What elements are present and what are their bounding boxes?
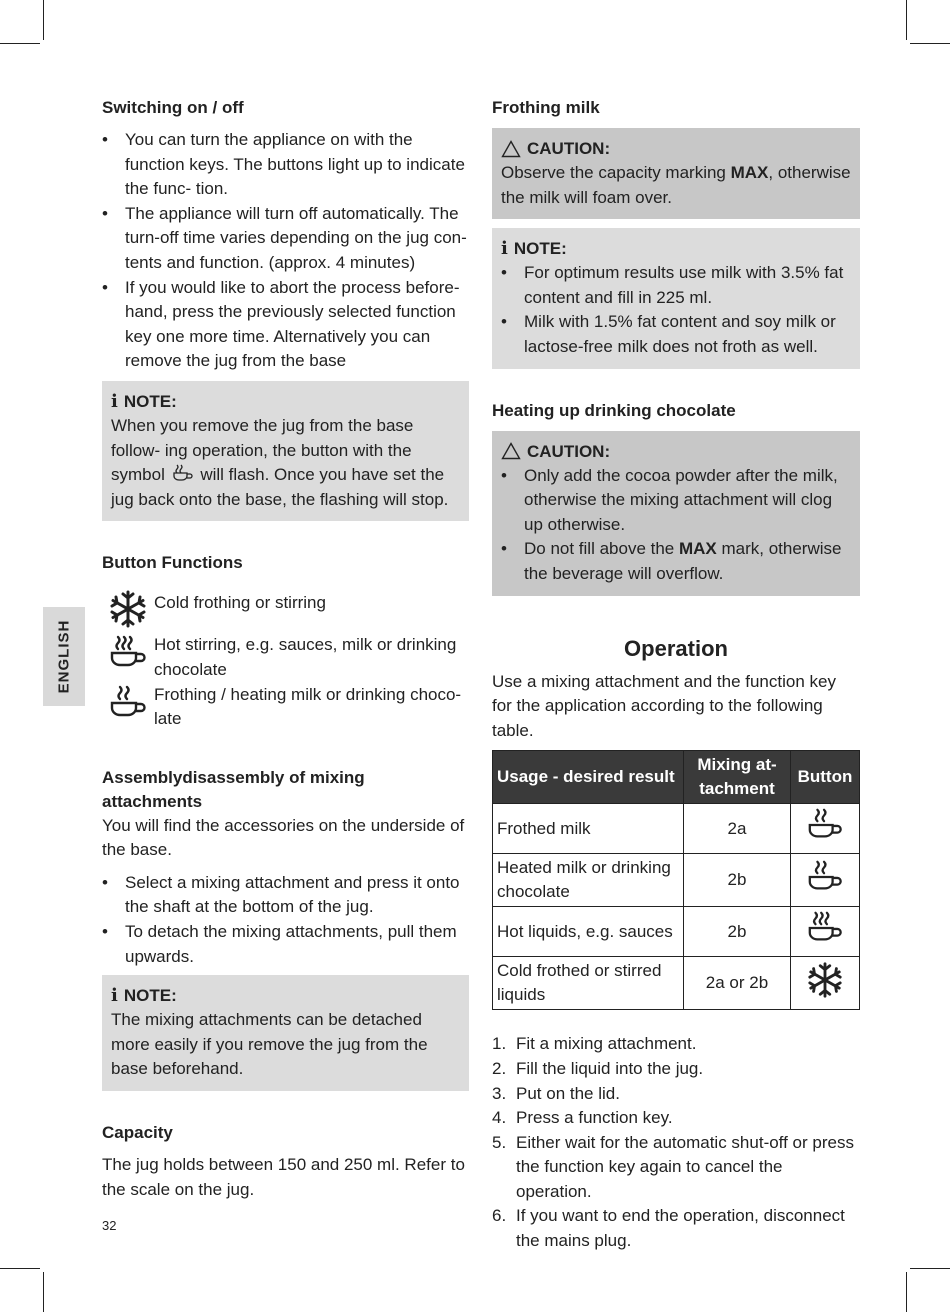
assembly-list [102,871,469,969]
caution-text [501,161,851,210]
list-item [492,1082,860,1107]
note-label: NOTE: [123,391,177,411]
chocolate-caution-box [492,431,860,596]
step-text: Fill the liquid into the jug. [516,1058,704,1078]
caution-label: CAUTION: [527,441,611,461]
hot-cup-icon [108,633,148,673]
crop-mark [910,43,950,44]
assembly-title: Assemblydisassembly of mixing attachments [102,767,365,811]
operation-intro: Use a mixing attachment and the function key for the application according to the following table. [492,671,836,740]
button-functions-list [102,589,469,731]
table-row [493,854,860,907]
list-item: • If you would like to abort the process before- hand, press the previously selected function key one more time. Alternatively you can remove the jug from the base [102,276,469,374]
info-icon: i [111,985,118,1007]
froth-cup-icon [806,858,844,896]
step-number: 5. [492,1132,507,1152]
list-item: • The appliance will turn off automatically. The turn-off time varies depending on the jug con- tents and function. (approx. 4 minutes) [102,202,469,276]
max-mark: MAX [678,539,717,559]
note-text: The mixing attachments can be detached more easily if you remove the jug from the base beforehand. [111,1010,428,1079]
list-item: • Only add the cocoa powder after the milk, otherwise the mixing attachment will clog up otherwise. [501,464,851,538]
list-item: • Select a mixing attachment and press it onto the shaft at the bottom of the jug. [102,871,469,920]
crop-mark [906,0,907,40]
table-cell: 2b [684,854,791,907]
step-number: 3. [492,1083,507,1103]
note-text [111,414,460,512]
crop-mark [906,1272,907,1312]
hot-cup-icon [806,909,844,947]
button-functions-title: Button Functions [102,553,243,573]
note-label: NOTE: [513,239,567,259]
function-text: Hot stirring, e.g. sauces, milk or drinking chocolate [154,635,457,679]
table-cell [791,804,860,854]
caution-text-part: Do not fill above the [524,539,679,559]
list-item [492,1032,860,1057]
language-tab [43,607,85,706]
list-item [492,1106,860,1131]
list-item [492,1204,860,1253]
table-row [493,957,860,1010]
list-item: • To detach the mixing attachments, pull them upwards. [102,920,469,969]
note-text-part: When you remove the jug from the base follow- ing operation, the button with the symbol [111,415,414,485]
step-text: If you want to end the operation, disconnect the mains plug. [516,1206,845,1251]
left-column [102,96,469,1202]
operation-title: Operation [624,635,728,661]
switching-list [102,128,469,374]
step-number: 2. [492,1058,507,1078]
note-text-part: will flash. Once you have set the jug back onto the base, the flashing will stop. [111,465,449,509]
info-icon: i [501,238,508,260]
caution-list [501,464,851,587]
table-cell: Heated milk or drinking chocolate [493,854,684,907]
table-cell: Cold frothed or stirred liquids [493,957,684,1010]
crop-mark [910,1268,950,1269]
step-text: Fit a mixing attachment. [516,1034,697,1054]
table-cell: 2b [684,907,791,957]
assembly-intro: You will find the accessories on the underside of the base. [102,815,465,860]
crop-mark [0,43,40,44]
caution-text-part: Observe the capacity marking [501,163,731,182]
max-mark: MAX [730,163,769,182]
step-text: Either wait for the automatic shut-off or press the function key again to cancel the operation. [516,1132,854,1201]
note-list [501,261,851,359]
capacity-title: Capacity [102,1123,173,1143]
operation-table [492,750,860,1010]
step-number: 4. [492,1108,507,1128]
list-item [102,589,469,629]
step-number: 6. [492,1206,507,1226]
step-text: Press a function key. [516,1108,673,1128]
froth-cup-icon [108,683,148,723]
table-cell [791,854,860,907]
page-number: 32 [102,1218,117,1233]
crop-mark [43,0,44,40]
info-icon: i [111,390,118,412]
list-item [501,537,851,586]
table-header: Button [791,751,860,804]
table-row [493,804,860,854]
warning-triangle-icon [501,442,521,460]
list-item [102,633,469,682]
chocolate-title: Heating up drinking chocolate [492,400,736,420]
caution-text-part: mark, otherwise the beverage will overflow. [524,539,842,583]
froth-cup-icon [806,806,844,844]
switching-note-box [102,381,469,521]
table-header: Mixing at- tachment [684,751,791,804]
step-text: Put on the lid. [516,1083,620,1103]
function-text: Frothing / heating milk or drinking choco- late [154,684,462,729]
table-row [493,907,860,957]
table-cell: Hot liquids, e.g. sauces [493,907,684,957]
frothing-note-box [492,228,860,368]
language-tab-label: ENGLISH [55,619,73,694]
froth-cup-icon [172,464,194,482]
crop-mark [0,1268,40,1269]
list-item: • You can turn the appliance on with the function keys. The buttons light up to indicate the func- tion. [102,128,469,202]
table-cell: 2a [684,804,791,854]
caution-label: CAUTION: [527,139,611,158]
list-item: • For optimum results use milk with 3.5% fat content and fill in 225 ml. [501,261,851,310]
note-label: NOTE: [123,986,177,1006]
caution-text-part: , otherwise the milk will foam over. [501,163,851,207]
assembly-note-box [102,975,469,1091]
step-number: 1. [492,1034,507,1054]
frothing-caution-box [492,128,860,219]
table-cell [791,957,860,1010]
operation-steps [492,1032,860,1253]
table-cell: 2a or 2b [684,957,791,1010]
table-cell: Frothed milk [493,804,684,854]
table-header-row [493,751,860,804]
table-header: Usage - desired result [493,751,684,804]
right-column [492,96,860,1254]
list-item [102,683,469,732]
list-item [492,1131,860,1205]
switching-title: Switching on / off [102,98,244,117]
list-item [492,1057,860,1082]
snowflake-icon [108,589,148,629]
capacity-text: The jug holds between 150 and 250 ml. Refer to the scale on the jug. [102,1155,465,1199]
table-cell [791,907,860,957]
function-text: Cold frothing or stirring [154,593,326,613]
crop-mark [43,1272,44,1312]
list-item: • Milk with 1.5% fat content and soy milk or lactose-free milk does not froth as well. [501,310,851,359]
frothing-title: Frothing milk [492,98,600,117]
snowflake-icon [806,961,844,999]
warning-triangle-icon [501,140,521,158]
